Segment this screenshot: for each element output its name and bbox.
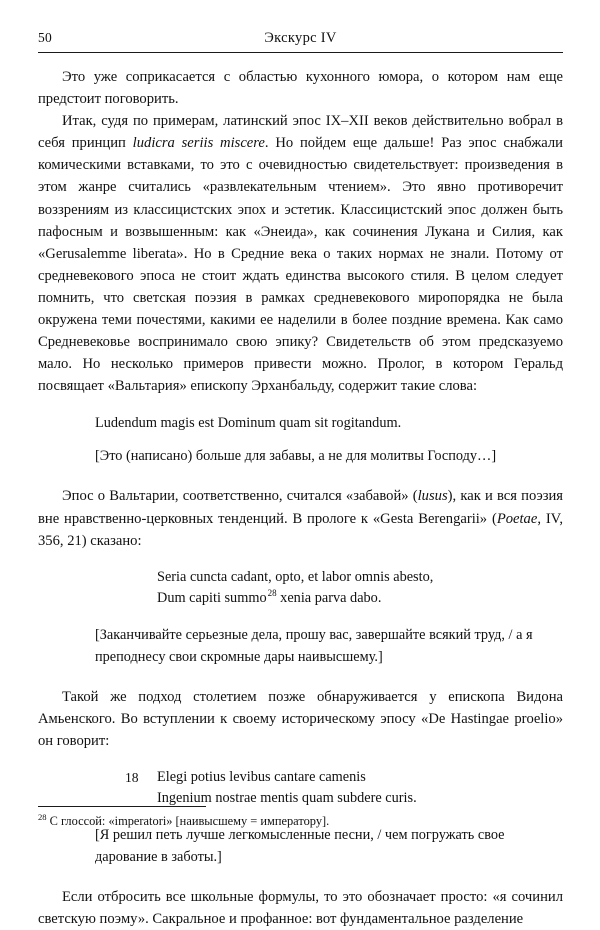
page-number: 50 xyxy=(38,30,52,45)
paragraph-3-text-b: ), как и вся поэзия вне нравственно-церковных тенденций. В прологе к «Gesta Berengarii» ( xyxy=(38,488,563,527)
paragraph-1 xyxy=(38,66,563,110)
latin-term-ludicra: ludicra seriis miscere xyxy=(132,135,265,152)
paragraph-5: Если отбросить все школьные формулы, то это обозначает просто: «я сочинил светскую поэму». Сакральное и профанное: вот фундаментальное разделение xyxy=(38,888,563,928)
verse-block-1 xyxy=(38,567,563,609)
verse-1-line-2 xyxy=(157,588,563,609)
verse-line-number: 18 xyxy=(125,769,139,785)
verse-1-line-2-text-a: Dum capiti summo xyxy=(157,589,267,606)
quote-1-latin: Ludendum magis est Dominum quam sit rogitandum. xyxy=(95,415,402,432)
paragraph-2-text-a: Итак, судя по примерам, латинский эпос IX–XII веков действительно вобрал в себя принцип xyxy=(38,113,563,152)
text-column xyxy=(38,66,563,930)
verse-2-line-1: Elegi potius levibus cantare camenis xyxy=(157,768,366,785)
verse-block-2 xyxy=(38,767,563,809)
footnote-28 xyxy=(38,813,563,830)
verse-1-line-2-text-b: xenia parva dabo. xyxy=(276,589,382,606)
running-head-title: Экскурс IV xyxy=(264,30,337,46)
header-rule xyxy=(38,52,563,53)
paragraph-4: Такой же подход столетием позже обнаруживается у епископа Видона Амьенского. Во вступлении к своему историческому эпосу «De Hastingae proelio» он говорит: xyxy=(38,688,563,749)
citation-poetae: Poetae xyxy=(496,510,538,527)
running-head xyxy=(38,30,563,52)
paragraph-1-text: Это уже соприкасается с областью кухонного юмора, о котором нам еще предстоит поговорить. xyxy=(38,69,563,108)
latin-term-lusus: lusus xyxy=(417,488,448,505)
paragraph-3 xyxy=(38,485,563,551)
footnote-marker: 28 xyxy=(38,811,47,822)
quote-3-russian: [Я решил петь лучше легкомысленные песни, / чем погружать свое дарование в заботы.] xyxy=(95,826,505,865)
footnote-reference-28[interactable]: 28 xyxy=(267,587,277,598)
verse-2-line-2: Ingenium nostrae mentis quam subdere curis. xyxy=(157,789,417,806)
quote-2-russian: [Заканчивайте серьезные дела, прошу вас, завершайте всякий труд, / а я преподнесу свои скромные дары наивысшему.] xyxy=(95,626,533,665)
paragraph-2 xyxy=(38,110,563,397)
verse-1-line-1: Seria cuncta cadant, opto, et labor omnis abesto, xyxy=(157,568,434,585)
paragraph-2-text-b: . Но пойдем еще дальше! Раз эпос снабжали комическими вставками, то это с очевидностью свидетельствует: произведения в этом жанре считались «развлекательным чтением». Это явно противоречит воззрениям из классицистских эпох и эстетик. Классицистский эпос должен быть пафосным и возвышенным: как «Энеида», как сочинения Лукана и Силия, как «Gerusalemme liberata». Но в Средние века о таких нормах не знали. Потому от средневекового эпоса не стоит ждать единства высокого стиля. В целом следует помнить, что светская поэзия в рамках средневекового миропорядка не была окружена теми почестями, какими ее наделили в более поздние времена. Как само Средневековье воспринимало свою эпику? Свидетельств об этом предсказуемо мало. Но несколько примеров привести можно. Пролог, в котором Геральд посвящает «Вальтария» епископу Эрханбальду, содержит такие слова: xyxy=(38,135,563,395)
footnote-separator xyxy=(38,806,206,807)
paragraph-3-text-c: , IV, 356, 21) сказано: xyxy=(38,510,563,549)
quote-1-russian: [Это (написано) больше для забавы, а не для молитвы Господу…] xyxy=(95,448,497,465)
paragraph-3-text-a: Эпос о Вальтарии, соответственно, считался «забавой» ( xyxy=(62,488,418,505)
footnote-text: С глоссой: «imperatori» [наивысшему = императору]. xyxy=(49,814,330,828)
